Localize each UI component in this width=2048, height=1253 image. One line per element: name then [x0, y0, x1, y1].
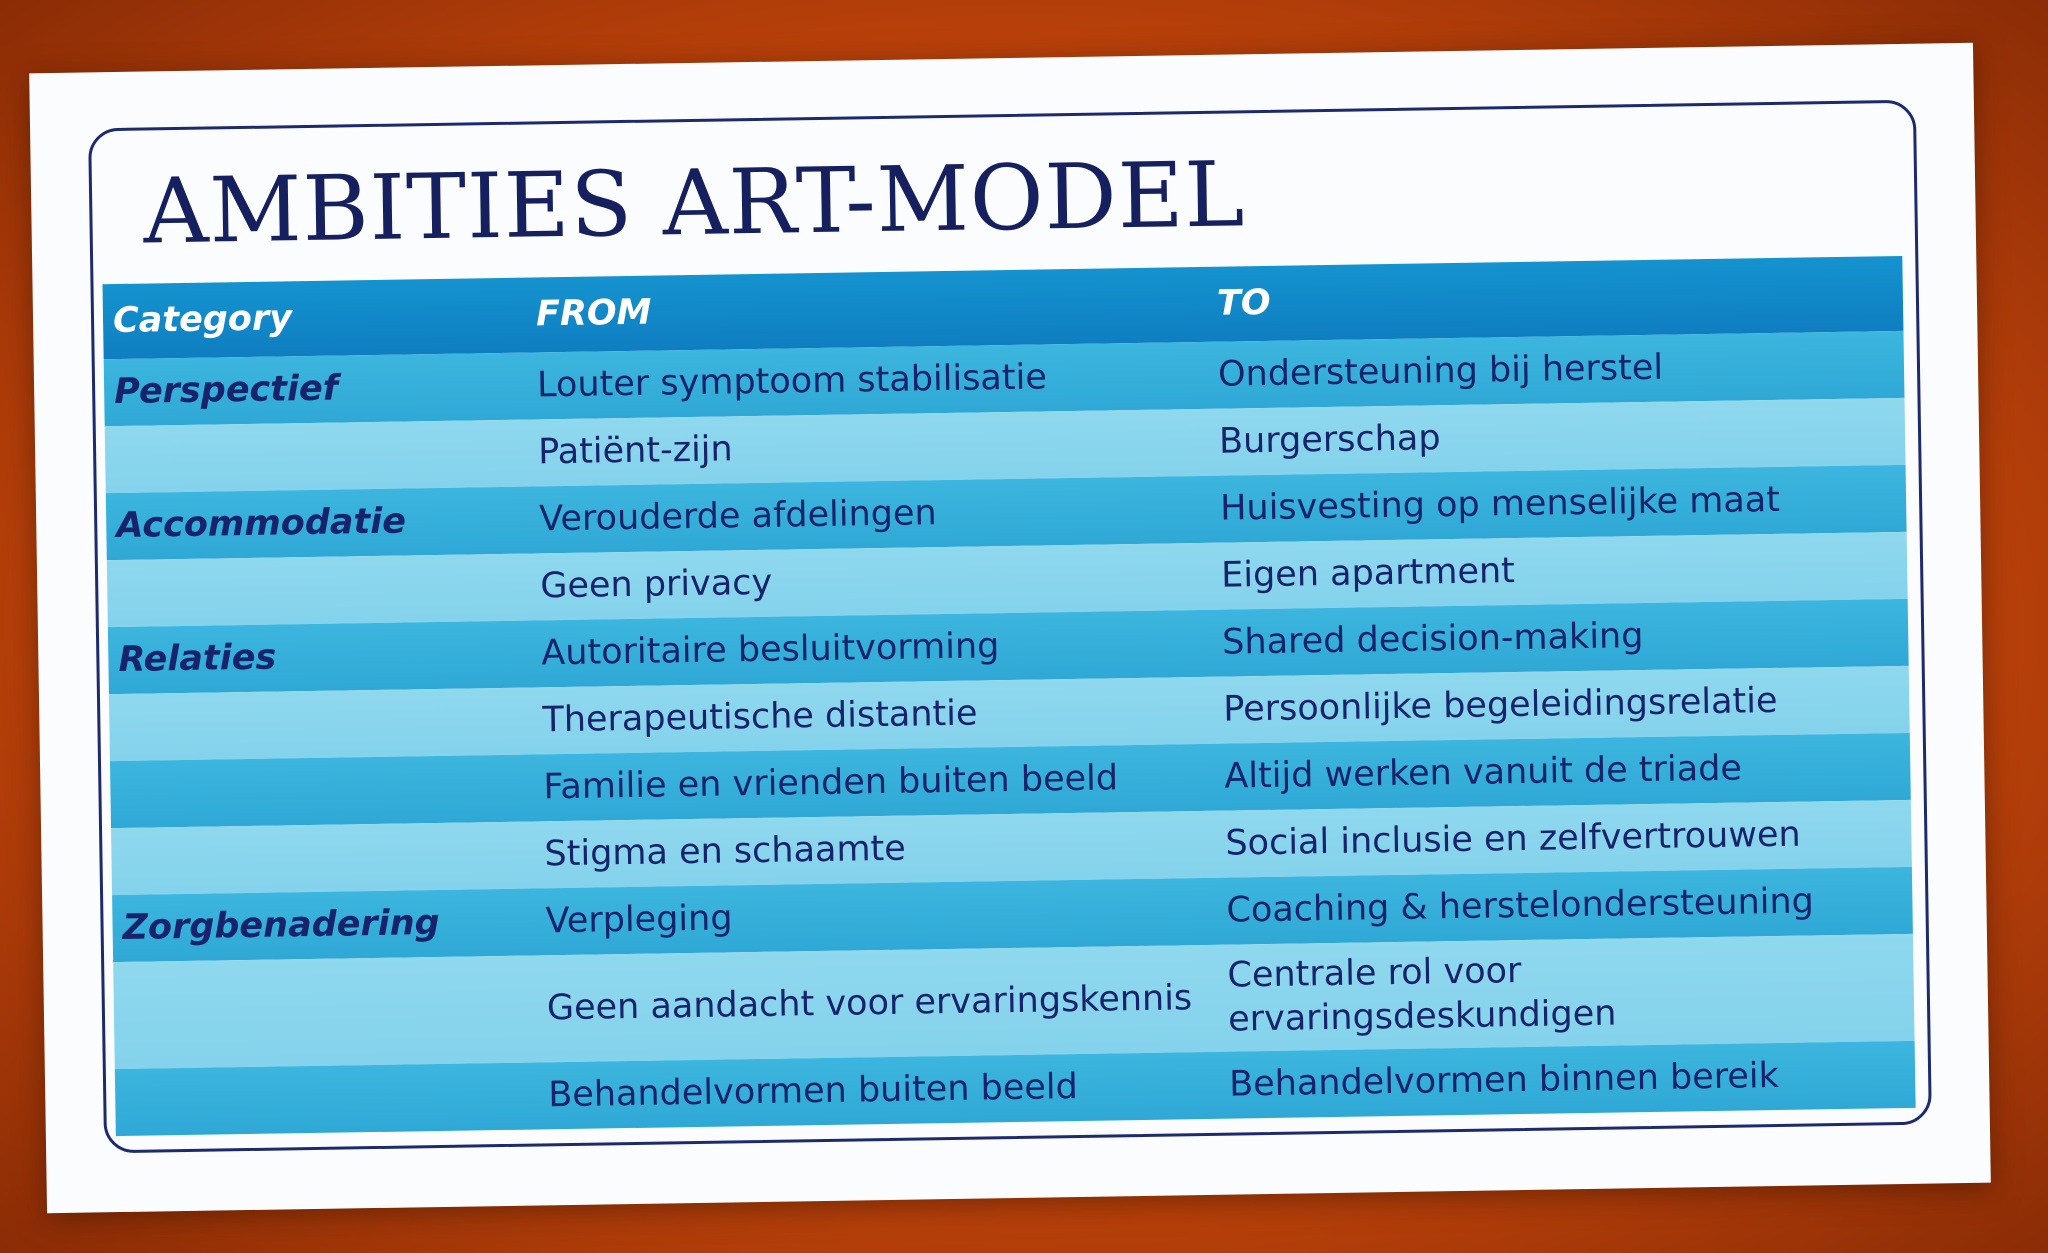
row-from: Behandelvormen buiten beeld: [547, 1066, 1079, 1115]
row-to: Persoonlijke begeleidingsrelatie: [1222, 680, 1778, 730]
row-to: Ondersteuning bij herstel: [1217, 347, 1664, 395]
row-from: Autoritaire besluitvorming: [541, 625, 1000, 673]
row-from: Geen privacy: [539, 562, 773, 606]
row-category: Zorgbenadering: [122, 902, 440, 948]
header-to: TO: [1216, 282, 1271, 324]
row-to: Eigen apartment: [1220, 550, 1516, 596]
row-category: [112, 855, 535, 862]
row-from: Familie en vrienden buiten beeld: [543, 757, 1119, 807]
row-category: [115, 1096, 538, 1103]
row-from: Therapeutische distantie: [542, 693, 978, 740]
row-to: Altijd werken vanuit de triade: [1224, 748, 1743, 797]
row-category: [109, 721, 532, 728]
row-from: Verouderde afdelingen: [538, 492, 937, 540]
row-category: [114, 1009, 537, 1016]
row-to: Centrale rol voor ervaringsdeskundigen: [1227, 950, 1617, 1040]
row-from: Verpleging: [545, 898, 733, 941]
header-category: Category: [112, 297, 293, 341]
slide-title: AMBITIES ART-MODEL: [142, 142, 1247, 265]
comparison-table: [102, 256, 1915, 1136]
projection-screen: [29, 43, 1991, 1213]
row-from: Louter symptoom stabilisatie: [536, 357, 1048, 406]
row-category: Accommodatie: [115, 501, 407, 546]
row-category: [105, 453, 528, 460]
row-category: Perspectief: [113, 368, 339, 412]
row-to: Behandelvormen binnen bereik: [1228, 1055, 1780, 1105]
row-to: Huisvesting op menselijke maat: [1219, 479, 1781, 529]
row-category: Relaties: [118, 637, 277, 680]
row-from: Patiënt-zijn: [537, 428, 733, 473]
header-from: FROM: [535, 292, 652, 335]
row-to: Coaching & herstelondersteuning: [1226, 881, 1815, 931]
row-category: [107, 587, 530, 594]
row-category: [111, 788, 534, 795]
row-to: Shared decision-making: [1221, 615, 1644, 663]
row-from: Stigma en schaamte: [544, 828, 907, 874]
row-to: Social inclusie en zelfvertrouwen: [1225, 814, 1801, 864]
row-to: Burgerschap: [1218, 417, 1441, 462]
row-from: Geen aandacht voor ervaringskennis: [546, 977, 1193, 1028]
